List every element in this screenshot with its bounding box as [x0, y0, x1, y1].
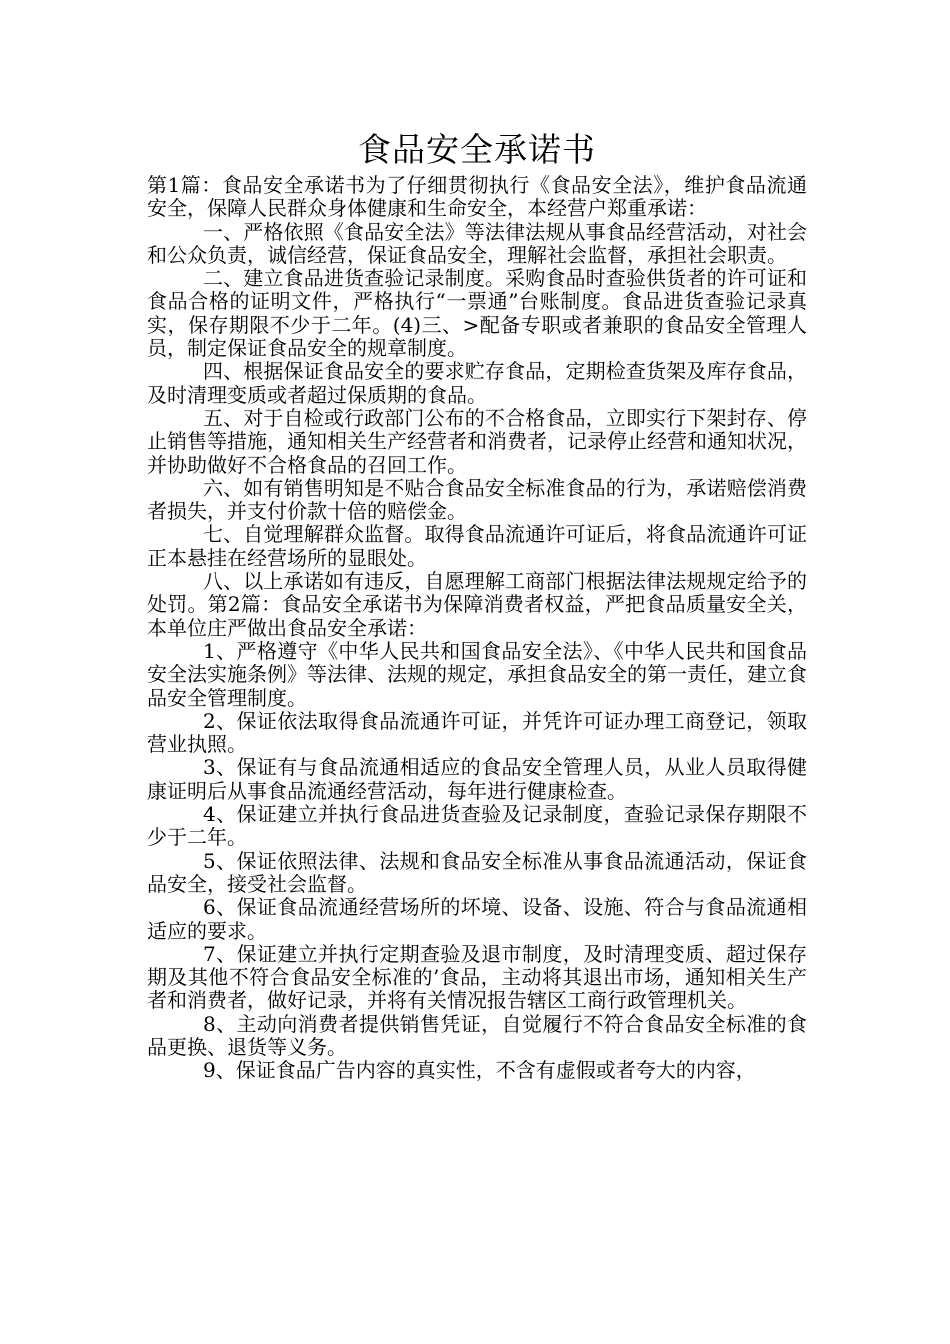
- paragraph-clause-9: 9、保证食品广告内容的真实性，不含有虚假或者夸大的内容，: [203, 1058, 756, 1083]
- paragraph-clause-2: 2、保证依法取得食品流通许可证，并凭许可证办理工商登记，领取营业执照。: [147, 708, 807, 757]
- paragraph-intro-1: 第1篇：食品安全承诺书为了仔细贯彻执行《食品安全法》，维护食品流通安全，保障人民群众身体健康和生命安全，本经营户郑重承诺：: [147, 173, 807, 221]
- document-title: 食品安全承诺书: [358, 130, 596, 169]
- paragraph-item-8: 八、以上承诺如有违反，自愿理解工商部门根据法律法规规定给予的处罚。第2篇：食品安全承诺书为保障消费者权益，严把食品质量安全关，本单位庄严做出食品安全承诺：: [147, 569, 807, 640]
- paragraph-clause-8: 8、主动向消费者提供销售凭证，自觉履行不符合食品安全标准的食品更换、退货等义务。: [147, 1011, 807, 1059]
- paragraph-clause-7: 7、保证建立并执行定期查验及退市制度，及时清理变质、超过保存期及其他不符合食品安全标准的’食品，主动将其退出市场，通知相关生产者和消费者，做好记录，并将有关情况报告辖区工商行政管理机关。: [147, 941, 807, 1013]
- paragraph-item-7: 七、自觉理解群众监督。取得食品流通许可证后，将食品流通许可证正本悬挂在经营场所的显眼处。: [147, 522, 807, 570]
- document-page: [147, 128, 807, 1083]
- paragraph-clause-4: 4、保证建立并执行食品进货查验及记录制度，查验记录保存期限不少于二年。: [147, 802, 807, 850]
- paragraph-clause-3: 3、保证有与食品流通相适应的食品安全管理人员，从业人员取得健康证明后从事食品流通经营活动，每年进行健康检查。: [147, 755, 807, 803]
- paragraph-item-5: 五、对于自检或行政部门公布的不合格食品，立即实行下架封存、停止销售等措施，通知相关生产经营者和消费者，记录停止经营和通知状况，并协助做好不合格食品的召回工作。: [147, 405, 807, 477]
- paragraph-clause-1: 1、严格遵守《中华人民共和国食品安全法》、《中华人民共和国食品安全法实施条例》等法律、法规的规定，承担食品安全的第一责任，建立食品安全管理制度。: [147, 638, 807, 710]
- paragraph-item-4: 四、根据保证食品安全的要求贮存食品，定期检查货架及库存食品，及时清理变质或者超过保质期的食品。: [147, 359, 807, 407]
- paragraph-item-6: 六、如有销售明知是不贴合食品安全标准食品的行为，承诺赔偿消费者损失，并支付价款十倍的赔偿金。: [147, 475, 807, 524]
- paragraph-item-1: 一、严格依照《食品安全法》等法律法规从事食品经营活动，对社会和公众负责，诚信经营，保证食品安全，理解社会监督，承担社会职责。: [147, 219, 807, 267]
- paragraph-clause-5: 5、保证依照法律、法规和食品安全标准从事食品流通活动，保证食品安全，接受社会监督。: [147, 848, 807, 896]
- paragraph-clause-6: 6、保证食品流通经营场所的坏境、设备、设施、符合与食品流通相适应的要求。: [147, 895, 807, 943]
- paragraph-item-2: 二、建立食品进货查验记录制度。采购食品时查验供货者的许可证和食品合格的证明文件，严格执行“一票通”台账制度。食品进货查验记录真实，保存期限不少于二年。(4)三、>配备专职或者兼职的食品安全管理人员，制定保证食品安全的规章制度。: [147, 266, 807, 361]
